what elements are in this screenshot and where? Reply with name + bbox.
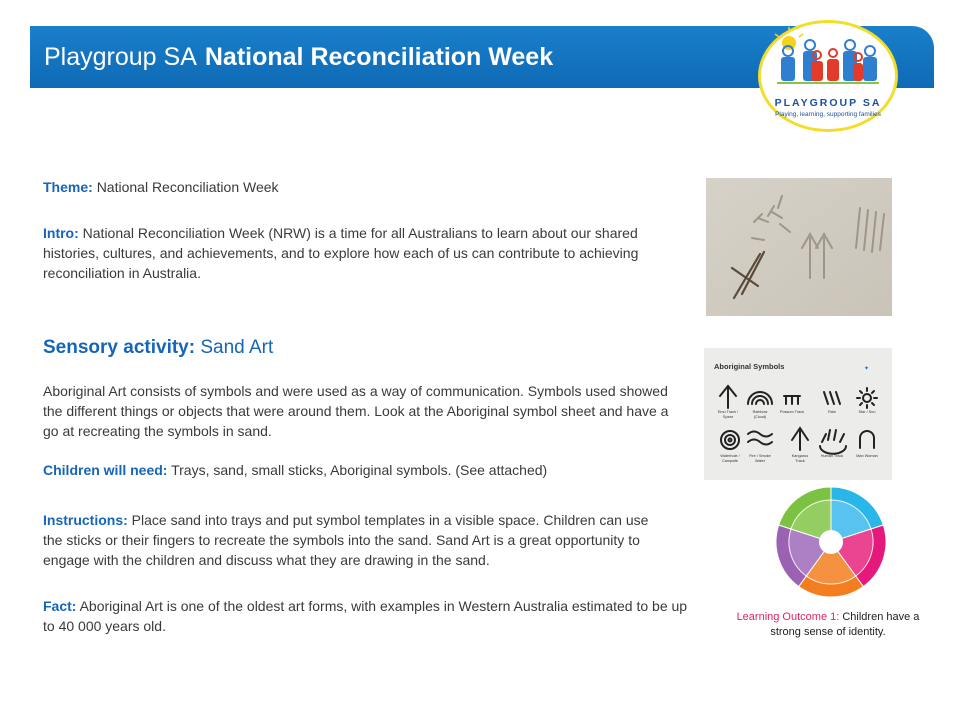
symbol-caption: Human Track bbox=[820, 454, 844, 458]
symbol-caption: Man Woman bbox=[856, 454, 878, 458]
human-track-symbol bbox=[820, 430, 846, 454]
body-paragraph: Aboriginal Art consists of symbols and were used as a way of communication. Symbols used showed the different things or objects that were around them. Look at the Aboriginal symbol sheet and have a go at recreating the symbols in sand. bbox=[43, 383, 669, 439]
sensory-label: Sensory activity: bbox=[43, 337, 196, 358]
sun-symbol bbox=[863, 394, 871, 402]
symbol-caption: Possum Track bbox=[779, 410, 805, 414]
svg-text:✦: ✦ bbox=[864, 366, 870, 372]
sand-art-photo bbox=[706, 178, 892, 316]
symbol-caption: Rainbow (Cloud) bbox=[752, 410, 768, 419]
symbol-caption: Rain bbox=[828, 410, 836, 414]
rainbow-symbol bbox=[748, 392, 772, 404]
rain-symbol bbox=[824, 392, 840, 404]
instructions-text: Place sand into trays and put symbol templates in a visible space. Children can use the sticks or their fingers to recreate the symbols into the sand. Sand Art is a great opportunity to engage with the children and discuss what they are drawing in the sand. bbox=[43, 512, 649, 568]
waterhole-symbol bbox=[721, 431, 739, 449]
fact-paragraph bbox=[43, 596, 688, 636]
playgroup-sa-logo bbox=[758, 20, 898, 132]
intro-paragraph bbox=[43, 223, 691, 283]
theme-text: National Reconciliation Week bbox=[96, 179, 279, 195]
fact-text: Aboriginal Art is one of the oldest art forms, with examples in Western Australia estimated to be up to 40 000 years old. bbox=[43, 598, 688, 634]
sensory-activity-heading bbox=[43, 337, 273, 359]
instructions-paragraph bbox=[43, 510, 655, 570]
needs-label: Children will need: bbox=[43, 462, 168, 478]
page-title bbox=[44, 43, 553, 72]
learning-outcome-label: Learning Outcome 1: bbox=[736, 611, 840, 623]
symbols-sheet-title: Aboriginal Symbols bbox=[714, 362, 785, 371]
header-org: Playgroup SA bbox=[44, 43, 197, 71]
instructions-label: Instructions: bbox=[43, 512, 128, 528]
logo-name: PLAYGROUP SA bbox=[774, 97, 882, 109]
theme-label: Theme: bbox=[43, 179, 93, 195]
theme-paragraph bbox=[43, 177, 683, 197]
man-woman-symbol bbox=[860, 431, 874, 448]
sensory-text: Sand Art bbox=[200, 337, 274, 358]
emu-track-symbol bbox=[720, 386, 736, 408]
aboriginal-symbols-sheet bbox=[704, 348, 892, 480]
intro-text: National Reconciliation Week (NRW) is a time for all Australians to learn about our shared histories, cultures, and achievements, and to explore how each of us can contribute to achieving reconciliation in Australia. bbox=[43, 225, 639, 281]
symbol-caption: Kangaroo Track bbox=[791, 454, 809, 463]
water-symbol bbox=[748, 432, 772, 445]
learning-outcomes-wheel bbox=[775, 486, 887, 598]
needs-text: Trays, sand, small sticks, Aboriginal symbols. (See attached) bbox=[171, 462, 548, 478]
learning-outcome-caption bbox=[728, 610, 928, 640]
symbol-caption: Fire / Smoke Water bbox=[749, 454, 771, 463]
fact-label: Fact: bbox=[43, 598, 77, 614]
learning-outcome-text: Children have a strong sense of identity. bbox=[770, 611, 920, 638]
intro-label: Intro: bbox=[43, 225, 79, 241]
logo-tagline: Playing, learning, supporting families bbox=[775, 111, 881, 118]
possum-track-symbol bbox=[784, 396, 800, 404]
header-title-text: National Reconciliation Week bbox=[204, 43, 554, 71]
kangaroo-track-symbol bbox=[792, 428, 808, 450]
needs-paragraph bbox=[43, 460, 683, 480]
symbol-caption: Star / Sun bbox=[858, 410, 876, 414]
symbol-caption: Emu Track / Spear bbox=[717, 410, 739, 419]
symbol-caption: Waterhole / Campsite bbox=[720, 454, 740, 463]
